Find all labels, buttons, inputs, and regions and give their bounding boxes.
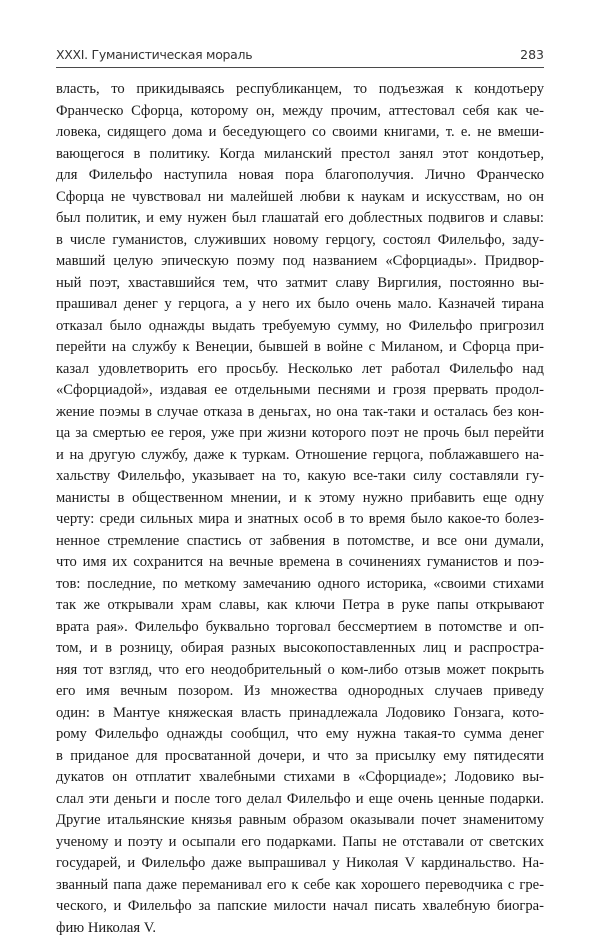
text-line: фию Николая V. — [56, 918, 544, 939]
text-line: тов: последние, по меткому замечанию одного историка, «своими стихами — [56, 574, 544, 596]
text-line: так же открывали храм славы, как ключи Петра в руке папы открывают — [56, 595, 544, 617]
text-line: том, и в розницу, обирая разных высокопоставленных лиц и распростра- — [56, 638, 544, 660]
text-line: его имя вечным позором. Из множества однородных случаев приведу — [56, 681, 544, 703]
text-line: отказал было однажды выдать требуемую сумму, но Филельфо пригрозил — [56, 316, 544, 338]
text-line: перейти на службу к Венеции, бывшей в войне с Миланом, и Сфорца при- — [56, 337, 544, 359]
text-line: Франческо Сфорца, которому он, между прочим, аттестовал себя как че- — [56, 101, 544, 123]
text-line: ный поэт, хваставшийся тем, что затмит славу Виргилия, постоянно вы- — [56, 273, 544, 295]
text-line: Другие итальянские князья равным образом оказывали почет знаменитому — [56, 810, 544, 832]
text-line: няя тот взгляд, что его неодобрительный о ком-либо отзыв может покрыть — [56, 660, 544, 682]
text-line: власть, то прикидываясь республиканцем, то подъезжая к кондотьеру — [56, 79, 544, 101]
running-head: XXXI. Гуманистическая мораль — [56, 47, 252, 62]
text-line: манисты в общественном мнении, и к этому нужно прибавить еще одну — [56, 488, 544, 510]
text-line: званный папа даже переманивал его к себе как хорошего переводчика с гре- — [56, 875, 544, 897]
page-header — [56, 47, 544, 68]
text-line: ненное стремление спастись от забвения в потомстве, и все они думали, — [56, 531, 544, 553]
text-line: ца за смертью ее героя, уже при жизни которого поэт не прочь был перейти — [56, 423, 544, 445]
text-line: слал эти деньги и после того делал Филельфо и еще очень ценные подарки. — [56, 789, 544, 811]
text-line: для Филельфо наступила новая пора благополучия. Лично Франческо — [56, 165, 544, 187]
text-line: и на другую службу, даже к туркам. Отношение герцога, поблажавшего на- — [56, 445, 544, 467]
text-line: черту: среди сильных мира и знатных особ в то время было какое-то болез- — [56, 509, 544, 531]
text-line: врата рая». Филельфо буквально торговал бессмертием в потомстве и оп- — [56, 617, 544, 639]
text-line: был политик, и ему нужен был глашатай его доблестных подвигов и славы: — [56, 208, 544, 230]
text-line: ловека, сидящего дома и беседующего со своими книгами, т. е. не вмеши- — [56, 122, 544, 144]
text-line: хальству Филельфо, указывает на то, какую все-таки силу составляли гу- — [56, 466, 544, 488]
text-line: мавший целую эпическую поэму под названием «Сфорциады». Придвор- — [56, 251, 544, 273]
text-line: в приданое для просватанной дочери, и что за присылку ему пятидесяти — [56, 746, 544, 768]
text-line: ческого, и Филельфо за папские милости начал писать хвалебную биогра- — [56, 896, 544, 918]
body-text — [56, 79, 544, 939]
text-line: казал удовлетворить его просьбу. Несколько лет работал Филельфо над — [56, 359, 544, 381]
text-line: рому Филельфо однажды сообщил, что ему нужна такая-то сумма денег — [56, 724, 544, 746]
text-line: «Сфорциадой», издавая ее отдельными песнями и грозя прервать продол- — [56, 380, 544, 402]
text-line: в числе гуманистов, служивших новому герцогу, состоял Филельфо, заду- — [56, 230, 544, 252]
text-line: государей, и Филельфо даже выпрашивал у Николая V кардинальство. На- — [56, 853, 544, 875]
text-line: Сфорца не чувствовал ни малейшей любви к наукам и искусствам, но он — [56, 187, 544, 209]
text-line: дукатов он отплатит хвалебными стихами в «Сфорциаде»; Лодовико вы- — [56, 767, 544, 789]
text-line: вающегося в политику. Когда миланский престол занял этот кондотьер, — [56, 144, 544, 166]
page-number: 283 — [520, 47, 544, 62]
text-line: ученому и поэту и осыпали его подарками. Папы не отставали от светских — [56, 832, 544, 854]
text-line: прашивал денег у герцога, а у него их было очень мало. Казначей тирана — [56, 294, 544, 316]
text-line: жение поэмы в случае отказа в деньгах, но она так-таки и осталась без кон- — [56, 402, 544, 424]
text-line: что имя их сохранится на вечные времена в сочинениях гуманистов и поэ- — [56, 552, 544, 574]
text-line: один: в Мантуе княжеская власть принадлежала Лодовико Гонзага, кото- — [56, 703, 544, 725]
